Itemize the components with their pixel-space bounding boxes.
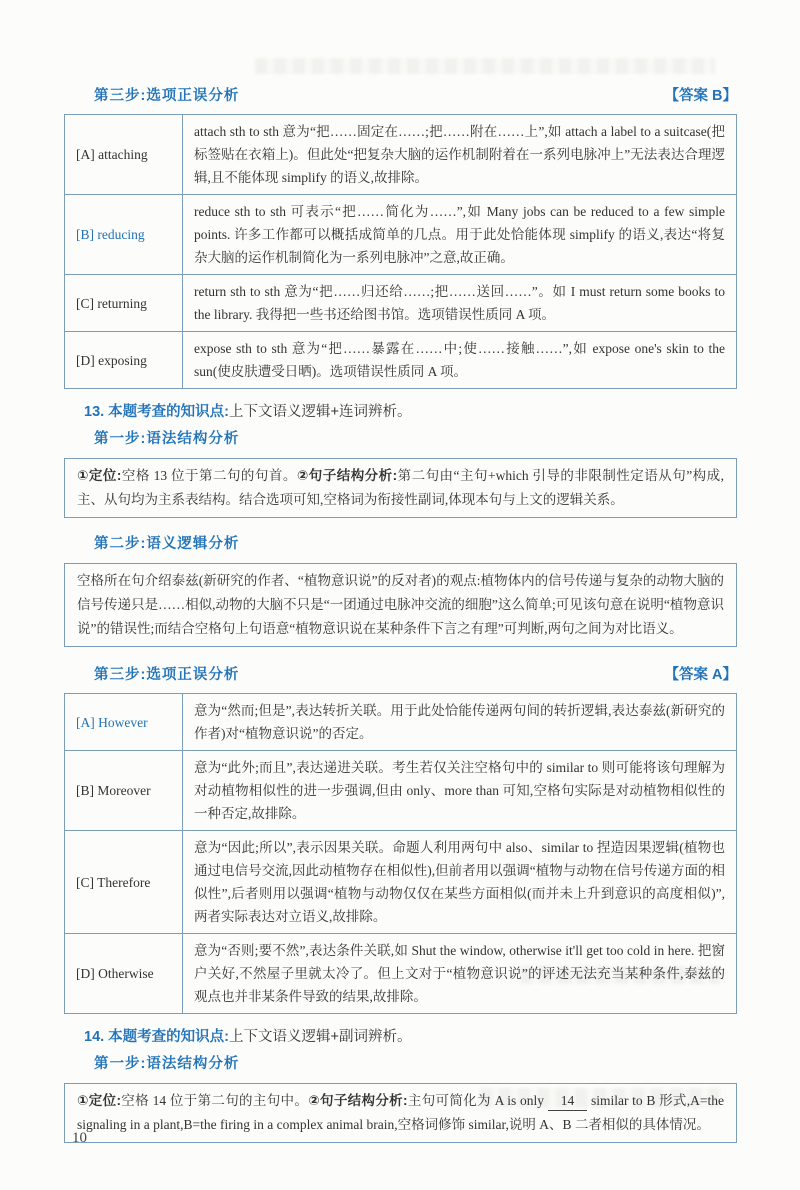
option-analysis-c: 意为“因此;所以”,表示因果关联。命题人利用两句中 also、similar to 捏造因果逻辑(植物也通过电信号交流,因此动植物存在相似性),但前者用以强调“植物与动物在信号传递方面的相似性”,后者则用以强调“植物与动物仅仅在某些方面相似(而并未上升到意识的高度相似)”,两者实际表达对立语义,故排除。 [183,831,737,934]
option-label-a-correct: [A] However [65,694,183,751]
option-label-b: [B] Moreover [65,751,183,831]
q12-step3-row [64,84,737,105]
q13-options-table [64,693,737,1014]
option-analysis-d: 意为“否则;要不然”,表达条件关联,如 Shut the window, otherwise it'll get too cold in here. 把窗户关好,不然屋子里就太冷了。但上文对于“植物意识说”的评述无法充当某种条件,泰兹的观点也并非某条件导致的结果,故排除。 [183,934,737,1014]
q14-number-label: 14. 本题考查的知识点: [84,1029,230,1045]
q14-grammar-analysis-box [64,1083,737,1143]
option-analysis-b: reduce sth to sth 可表示“把……简化为……”,如 Many jobs can be reduced to a few simple points. 许多工作都可以概括成简单的几点。用于此处恰能体现 simplify 的语义,表达“将复杂大脑的运作机制简化为一系列电脉冲”之意,故正确。 [183,195,737,275]
q14-step1-heading: 第一步:语法结构分析 [94,1056,240,1072]
q13-structure-text: 第二句由“主句+which 引导的非限制性定语从句”构成,主、从句均为主系表结构。结合选项可知,空格词为衔接性副词,体现本句与上文的逻辑关系。 [77,468,725,507]
table-row [65,115,737,195]
q12-step3-heading: 第三步:选项正误分析 [94,88,240,104]
q13-locate-text: 空格 13 位于第二句的句首。 [121,468,297,483]
option-label-c: [C] returning [65,275,183,332]
q14-structure-text-a: 主句可简化为 A is only [407,1093,545,1108]
q13-step3-heading: 第三步:选项正误分析 [94,667,240,683]
q13-number-label: 13. 本题考查的知识点: [84,404,230,420]
q14-knowledge-text: 上下文语义逻辑+副词辨析。 [229,1029,412,1045]
table-row [65,934,737,1014]
option-label-d: [D] exposing [65,332,183,389]
table-row [65,694,737,751]
q14-structure-label: ②句子结构分析: [308,1093,408,1108]
q13-knowledge-line [64,402,737,423]
q14-locate-label: ①定位: [77,1093,121,1108]
q12-answer-badge: 【答案 B】 [664,88,737,104]
option-analysis-b: 意为“此外;而且”,表达递进关联。考生若仅关注空格句中的 similar to 则可能将该句理解为对动植物相似性的进一步强调,但由 only、more than 可知,空格句实际是对动植物相似性的一种否定,故排除。 [183,751,737,831]
table-row [65,751,737,831]
table-row [65,275,737,332]
option-label-c: [C] Therefore [65,831,183,934]
page-content [64,0,737,1143]
q14-knowledge-line [64,1027,737,1048]
option-analysis-a: attach sth to sth 意为“把……固定在……;把……附在……上”,如 attach a label to a suitcase(把标签贴在衣箱上)。但此处“把复杂大脑的运作机制附着在一系列电脉冲上”无法表达合理逻辑,且不能体现 simplify 的语义,故排除。 [183,115,737,195]
q13-step2-heading: 第二步:语义逻辑分析 [94,536,240,552]
option-label-d: [D] Otherwise [65,934,183,1014]
q12-options-table [64,114,737,389]
table-row [65,195,737,275]
table-row [65,332,737,389]
q13-structure-label: ②句子结构分析: [296,468,398,483]
q13-semantic-analysis-box [64,563,737,647]
option-analysis-c: return sth to sth 意为“把……归还给……;把……送回……”。如 I must return some books to the library. 我得把一些书还给图书馆。选项错误性质同 A 项。 [183,275,737,332]
q13-locate-label: ①定位: [77,468,122,483]
table-row [65,831,737,934]
option-analysis-d: expose sth to sth 意为“把……暴露在……中;使……接触……”,如 expose one's skin to the sun(使皮肤遭受日晒)。选项错误性质同 A 项。 [183,332,737,389]
q13-semantic-text: 空格所在句介绍泰兹(新研究的作者、“植物意识说”的反对者)的观点:植物体内的信号传递与复杂的动物大脑的信号传递只是……相似,动物的大脑不只是“一团通过电脉冲交流的细胞”这么简单;可见该句意在说明“植物意识说”的错误性;而结合空格句上句语意“植物意识说在某种条件下言之有理”可判断,两句之间为对比语义。 [77,573,724,636]
option-label-a: [A] attaching [65,115,183,195]
q13-step3-row [64,663,737,684]
q13-step1-heading: 第一步:语法结构分析 [94,431,240,447]
q13-answer-badge: 【答案 A】 [664,667,737,683]
page-number: 10 [72,1130,87,1146]
option-analysis-a: 意为“然而;但是”,表达转折关联。用于此处恰能传递两句间的转折逻辑,表达泰兹(新研究的作者)对“植物意识说”的否定。 [183,694,737,751]
q13-grammar-analysis-box [64,458,737,518]
q14-structure-text-b: similar to B 形式,A=the signaling in a plant,B=the firing in a complex animal brain,空格词修饰 similar,说明 A、B 二者相似的具体情况。 [77,1093,724,1132]
q13-knowledge-text: 上下文语义逻辑+连词辨析。 [229,404,412,420]
blank-14: 14 [548,1092,588,1111]
option-label-b-correct: [B] reducing [65,195,183,275]
q14-locate-text: 空格 14 位于第二句的主句中。 [120,1093,309,1108]
